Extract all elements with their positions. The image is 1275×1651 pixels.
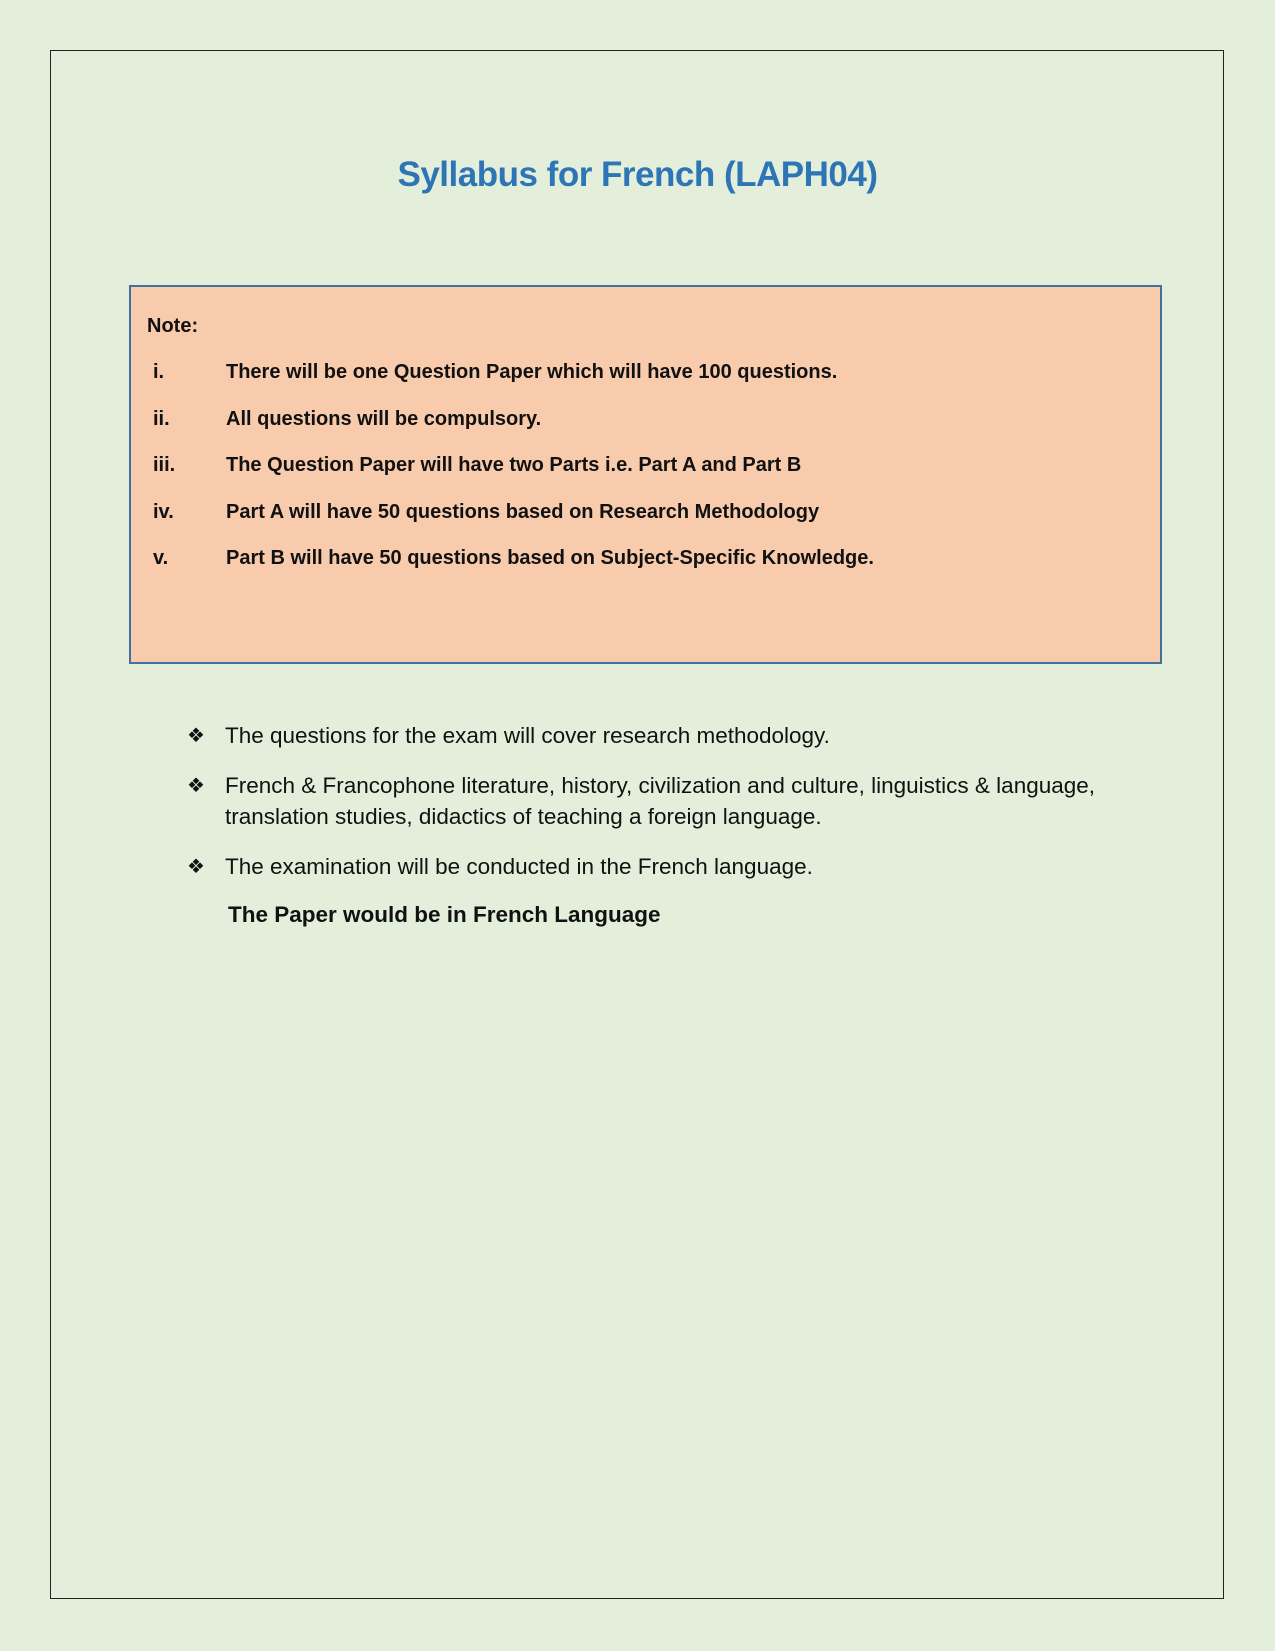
page-title: Syllabus for French (LAPH04) xyxy=(397,155,878,194)
note-item-number: iii. xyxy=(153,454,176,476)
four-diamond-bullet-icon: ❖ xyxy=(187,854,205,878)
note-item-text: There will be one Question Paper which will have 100 questions. xyxy=(226,361,838,383)
bullet-text: The questions for the exam will cover research methodology. xyxy=(225,723,830,748)
note-item-text: All questions will be compulsory. xyxy=(226,407,542,430)
note-item-text: Part B will have 50 questions based on Subject-Specific Knowledge. xyxy=(226,547,874,569)
list-item xyxy=(187,720,1147,751)
four-diamond-bullet-icon: ❖ xyxy=(187,773,205,797)
four-diamond-bullet-icon: ❖ xyxy=(187,723,205,747)
note-label: Note: xyxy=(147,315,199,337)
bullet-text: French & Francophone literature, history, civilization and culture, linguistics & language, translation studies, didactics of teaching a foreign language. xyxy=(225,773,1096,829)
list-item xyxy=(187,770,1147,832)
note-item-text: The Question Paper will have two Parts i.e. Part A and Part B xyxy=(226,454,802,476)
note-item-number: v. xyxy=(153,547,169,569)
note-item-number: i. xyxy=(153,361,165,383)
syllabus-bullet-list xyxy=(187,720,1147,901)
note-item-text: Part A will have 50 questions based on Research Methodology xyxy=(226,500,820,523)
note-item-number: ii. xyxy=(153,407,170,430)
note-box xyxy=(129,285,1162,664)
bullet-text: The examination will be conducted in the French language. xyxy=(225,854,813,879)
note-item-number: iv. xyxy=(153,500,174,523)
list-item xyxy=(187,851,1147,882)
closing-statement: The Paper would be in French Language xyxy=(228,902,661,927)
